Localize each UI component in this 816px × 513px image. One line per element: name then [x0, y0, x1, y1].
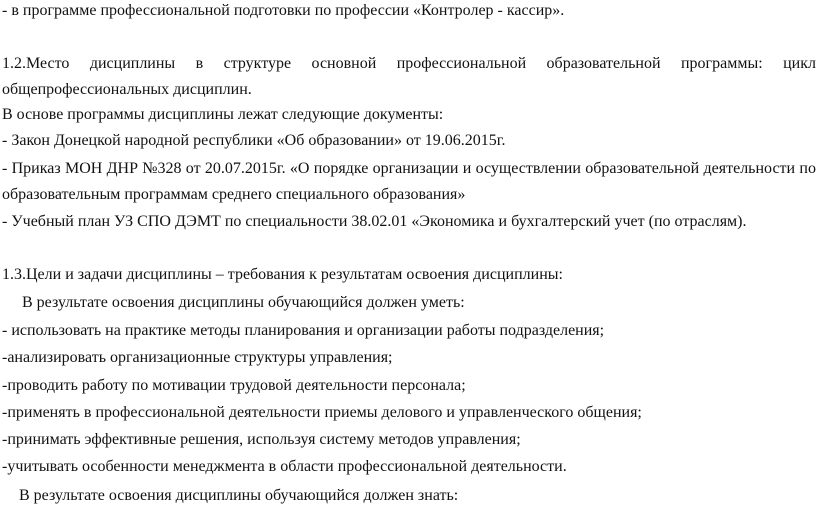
section-1-2-heading [2, 53, 816, 75]
doc-order-word: №328 [142, 160, 182, 177]
knowledge-intro: В результате освоения дисциплины обучающийся должен знать: [19, 487, 459, 504]
heading-word: образовательной [546, 55, 661, 72]
heading-word: в [195, 55, 204, 72]
skill-item: -проводить работу по мотивации трудовой деятельности персонала; [2, 377, 466, 394]
heading-word: цикл [783, 55, 816, 72]
heading-word: программы: [680, 55, 763, 72]
doc-order-word: по [799, 160, 816, 177]
section-1-3-heading: 1.3.Цели и задачи дисциплины – требования к результатам освоения дисциплины: [2, 266, 563, 283]
skill-item: - использовать на практике методы планирования и организации работы подразделения; [2, 322, 605, 339]
doc-order [2, 158, 816, 180]
heading-word: профессиональной [396, 55, 527, 72]
doc-order-word: от [185, 160, 201, 177]
skill-item: -учитывать особенности менеджмента в области профессиональной деятельности. [2, 458, 567, 475]
doc-order-word: осуществлении [475, 160, 581, 177]
doc-order-word: - [2, 160, 8, 177]
skill-item: -применять в профессиональной деятельности приемы делового и управленческого общения; [2, 404, 642, 421]
section-1-2-heading-continuation: общепрофессиональных дисциплин. [2, 81, 252, 98]
doc-order-word: ДНР [106, 160, 138, 177]
heading-word: 1.2.Место [2, 55, 70, 72]
doc-order-word: Приказ [11, 160, 61, 177]
doc-plan: - Учебный план УЗ СПО ДЭМТ по специальности 38.02.01 «Экономика и бухгалтерский учет (по отраслям). [2, 213, 747, 230]
doc-order-word: образовательной [585, 160, 700, 177]
doc-order-word: деятельности [703, 160, 796, 177]
basis-intro: В основе программы дисциплины лежат следующие документы: [2, 106, 444, 123]
doc-order-continuation: образовательным программам среднего специального образования» [2, 186, 466, 203]
doc-order-word: организации [372, 160, 459, 177]
intro-line: - в программе профессиональной подготовки по профессии «Контролер - кассир». [2, 2, 565, 19]
heading-word: основной [311, 55, 377, 72]
heading-word: дисциплины [89, 55, 176, 72]
doc-order-word: 20.07.2015г. [204, 160, 286, 177]
skill-item: -анализировать организационные структуры управления; [2, 349, 393, 366]
doc-order-word: и [462, 160, 472, 177]
doc-order-word: порядке [313, 160, 369, 177]
doc-law: - Закон Донецкой народной республики «Об образовании» от 19.06.2015г. [2, 132, 506, 149]
doc-order-word: МОН [64, 160, 103, 177]
skills-intro: В результате освоения дисциплины обучающийся должен уметь: [22, 294, 465, 311]
doc-order-word: «О [289, 160, 310, 177]
heading-word: структуре [223, 55, 292, 72]
skill-item: -принимать эффективные решения, используя систему методов управления; [2, 431, 521, 448]
